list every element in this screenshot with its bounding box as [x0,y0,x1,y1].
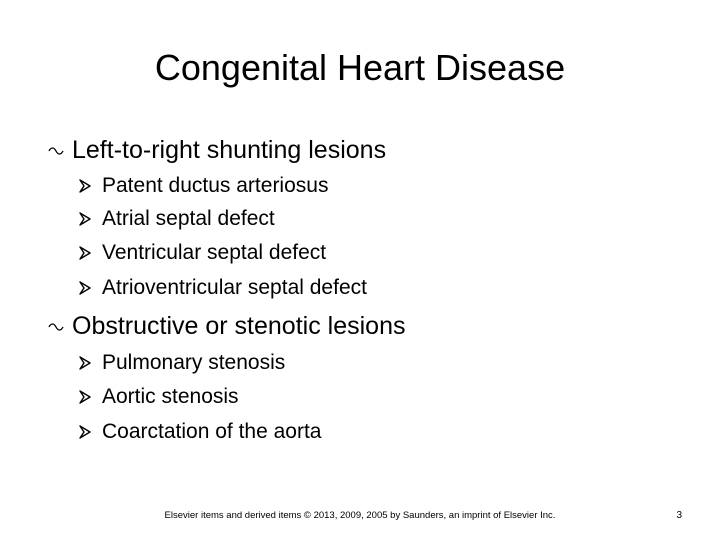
list-item-text: Atrial septal defect [102,207,275,230]
wave-bullet-icon [48,136,64,164]
wave-bullet-icon [48,312,64,340]
arrowhead-bullet-icon [78,389,92,405]
arrowhead-bullet-icon [78,280,92,296]
copyright-footer: Elsevier items and derived items © 2013, 2009, 2005 by Saunders, an imprint of Elsevier Inc. [164,510,556,521]
arrowhead-bullet-icon [78,211,92,227]
list-item-text: Patent ductus arteriosus [102,174,329,197]
arrowhead-bullet-icon [78,178,92,194]
slide-title: Congenital Heart Disease [154,47,566,88]
arrowhead-bullet-icon [78,245,92,261]
list-item-text: Coarctation of the aorta [102,420,322,443]
arrowhead-bullet-icon [78,424,92,440]
list-item-text: Atrioventricular septal defect [102,276,367,299]
list-item-text: Ventricular septal defect [102,241,327,264]
list-item-text: Aortic stenosis [102,385,239,408]
section-heading-text: Left-to-right shunting lesions [72,136,387,164]
section-heading-text: Obstructive or stenotic lesions [72,312,406,340]
list-item-text: Pulmonary stenosis [102,351,286,374]
page-number: 3 [676,510,682,521]
arrowhead-bullet-icon [78,355,92,371]
